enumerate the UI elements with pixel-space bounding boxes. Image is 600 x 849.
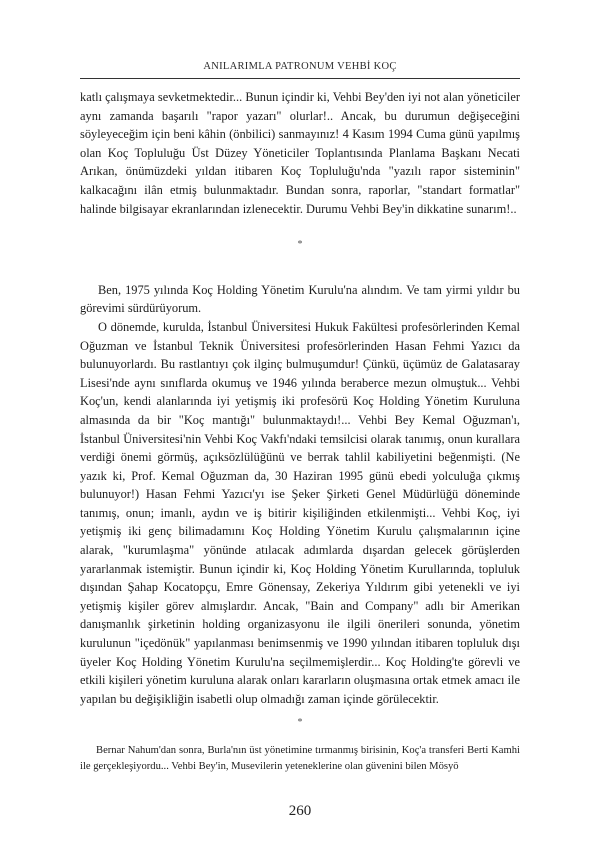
section-separator: * xyxy=(297,239,303,251)
header-rule xyxy=(80,78,520,79)
section-separator: * xyxy=(297,717,303,729)
footnote xyxy=(80,743,520,775)
paragraph: Ben, 1975 yılında Koç Holding Yönetim Kurulu'na alındım. Ve tam yirmi yıldır bu görevimi sürdürüyorum. xyxy=(80,282,520,316)
spacer xyxy=(80,255,520,281)
paragraph: O dönemde, kurulda, İstanbul Üniversitesi Hukuk Fakültesi profesörlerinden Kemal Oğuzman ve İstanbul Teknik Üniversitesi profesörlerinden Hasan Fehmi Yazıcı da bulunuyorlardı. Bu rastlantıyı çok ilginç bulmuşumdur! Çünkü, üçümüz de Galatasaray Lisesi'nde aynı sınıflarda okumuş ve 1946 yılında beraberce mezun olmuştuk... Vehbi Koç'un, kendi alanlarında iyi yetişmiş iki profesörü Koç Holding Yönetim Kuruluna almasında da bir "Koç mantığı" bulunmaktaydı!... Vehbi Bey Kemal Oğuzman'ı, İstanbul Üniversitesi'nin Vehbi Koç Vakfı'ndaki temsilcisi olarak tanımış, onun kurallara verdiği önemi görmüş, açıksözlülüğünü ve berrak tahlil kabiliyetini beğenmişti. (Ne yazık ki, Prof. Kemal Oğuzman da, 30 Haziran 1995 günü ebedi yolculuğa çıkmış bulunuyor!) Hasan Fehmi Yazıcı'yı ise Şeker Şirketi Genel Müdürlüğü döneminde tanımış, onun; imanlı, aydın ve iş bitirir kişiliğinden etkilenmişti... Vehbi Koç, iyi yetişmiş iki genç bilimadamını Koç Holding Yönetim Kurulu çalışmalarının içine alarak, "kurumlaşma" yönünde atılacak adımlarda dışardan gelecek görüşlerden yararlanmak istemiştir. Bunun içindir ki, Koç Holding Yönetim Kurullarında, topluluk dışından Şahap Kocatopçu, Emre Gönensay, Zekeriya Yıldırım gibi yetenekli ve iyi yetişmiş kişiler görev almışlardır. Ancak, "Bain and Company" adlı bir Amerikan danışmanlık şirketinin holding organizasyonu ile ilgili önerileri sonunda, yönetim kurulunun "içedönük" yapılanması benimsenmiş ve 1990 yılından itibaren topluluk dışı üyeler Koç Holding Yönetim Kurulu'na seçilmemişlerdir... Koç Holding'te görevli ve etkili kişileri yönetim kuruluna alarak onları kararların oluşmasına ortak etmek amacı ile yapılan bu değişikliğin isabetli olup olmadığı zaman içinde görülecektir. xyxy=(80,319,520,706)
paragraph-continued: katlı çalışmaya sevketmektedir... Bunun içindir ki, Vehbi Bey'den iyi not alan yöneticiler aynı zamanda başarılı "rapor yazarı" olurlar!.. Ancak, bu durumun değişeceğini söyleyeceğim için beni kâhin (önbilici) sanmayınız! 4 Kasım 1994 Cuma günü yapılmış olan Koç Topluluğu Üst Düzey Yöneticiler Toplantısında Planlama Başkanı Necati Arıkan, önümüzdeki yıldan itibaren Koç Topluluğu'nda "yazılı rapor sisteminin" kalkacağını ilân etmiş bulunmaktadır. Bundan sonra, raporlar, "standart formatlar" halinde bilgisayar ekranlarından izlenecektir. Durumu Vehbi Bey'in dikkatine sunarım!.. xyxy=(80,90,520,216)
page-number: 260 xyxy=(288,803,312,819)
spacer xyxy=(80,218,520,236)
footnote-text: Bernar Nahum'dan sonra, Burla'nın üst yönetimine tırmanmış birisinin, Koç'a transferi Berti Kamhi ile gerçekleşiyordu... Vehbi Bey'in, Musevilerin yeteneklerine olan güvenini bilen Mösyö xyxy=(80,745,520,772)
running-title: ANILARIMLA PATRONUM VEHBİ KOÇ xyxy=(203,61,397,72)
main-text xyxy=(80,88,520,733)
